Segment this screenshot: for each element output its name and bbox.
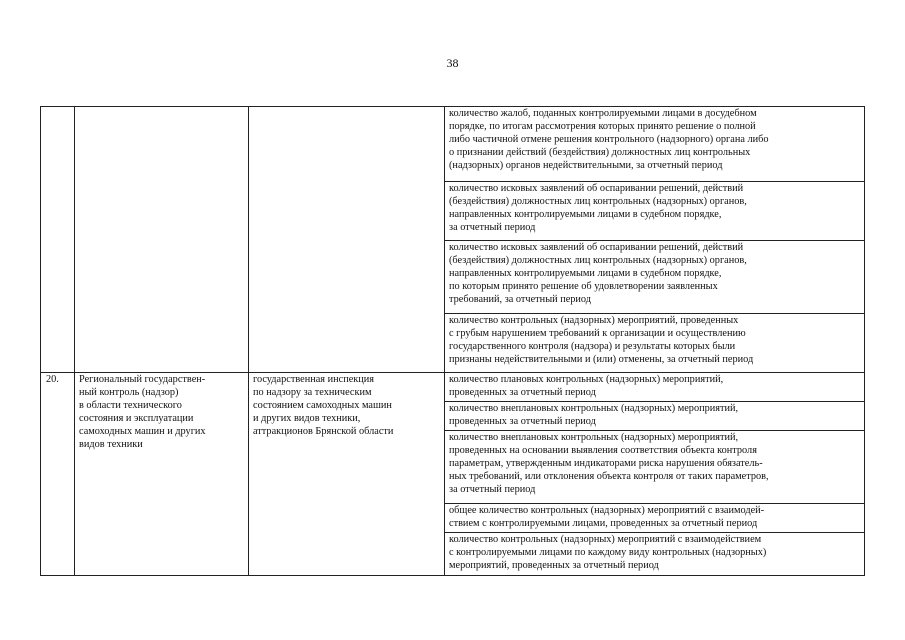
authority-name: государственная инспекция по надзору за техническим состоянием самоходных машин и других видов техники, аттракционов Брянской области — [249, 373, 445, 576]
page-number: 38 — [446, 56, 459, 70]
indicator-cell: количество внеплановых контрольных (надзорных) мероприятий, проведенных за отчетный период — [445, 402, 865, 431]
indicators-table — [40, 106, 865, 576]
indicator-cell: количество жалоб, поданных контролируемыми лицами в досудебном порядке, по итогам рассмотрения которых принято решение о полной либо частичной отмене решения контрольного (надзорного) органа либо о признании действий (бездействия) должностных лиц контрольных (надзорных) органов недействительными, за отчетный период — [445, 107, 865, 182]
table-row — [41, 107, 865, 182]
table-row — [41, 373, 865, 402]
row-number: 20. — [41, 373, 75, 576]
indicator-cell: количество исковых заявлений об оспаривании решений, действий (бездействия) должностных лиц контрольных (надзорных) органов, направленных контролируемыми лицами в судебном порядке, за отчетный период — [445, 182, 865, 241]
indicator-cell: количество внеплановых контрольных (надзорных) мероприятий, проведенных на основании выявления соответствия объекта контроля параметрам, утвержденным индикаторами риска нарушения обязатель- ных требований, или отклонения объекта контроля от таких параметров, за отчетный период — [445, 431, 865, 504]
indicator-cell: количество контрольных (надзорных) мероприятий, проведенных с грубым нарушением требований к организации и осуществлению государственного контроля (надзора) и результаты которых были признаны недействительными и (или) отменены, за отчетный период — [445, 314, 865, 373]
control-type-cell — [75, 107, 249, 373]
row-number-cell — [41, 107, 75, 373]
indicator-cell: количество плановых контрольных (надзорных) мероприятий, проведенных за отчетный период — [445, 373, 865, 402]
indicator-cell: общее количество контрольных (надзорных) мероприятий с взаимодей- ствием с контролируемыми лицами, проведенных за отчетный период — [445, 504, 865, 533]
authority-cell — [249, 107, 445, 373]
indicator-cell: количество исковых заявлений об оспаривании решений, действий (бездействия) должностных лиц контрольных (надзорных) органов, направленных контролируемыми лицами в судебном порядке, по которым принято решение об удовлетворении заявленных требований, за отчетный период — [445, 241, 865, 314]
control-type: Региональный государствен- ный контроль (надзор) в области технического состояния и эксплуатации самоходных машин и других видов техники — [75, 373, 249, 576]
indicator-cell: количество контрольных (надзорных) мероприятий с взаимодействием с контролируемыми лицами по каждому виду контрольных (надзорных) мероприятий, проведенных за отчетный период — [445, 533, 865, 576]
